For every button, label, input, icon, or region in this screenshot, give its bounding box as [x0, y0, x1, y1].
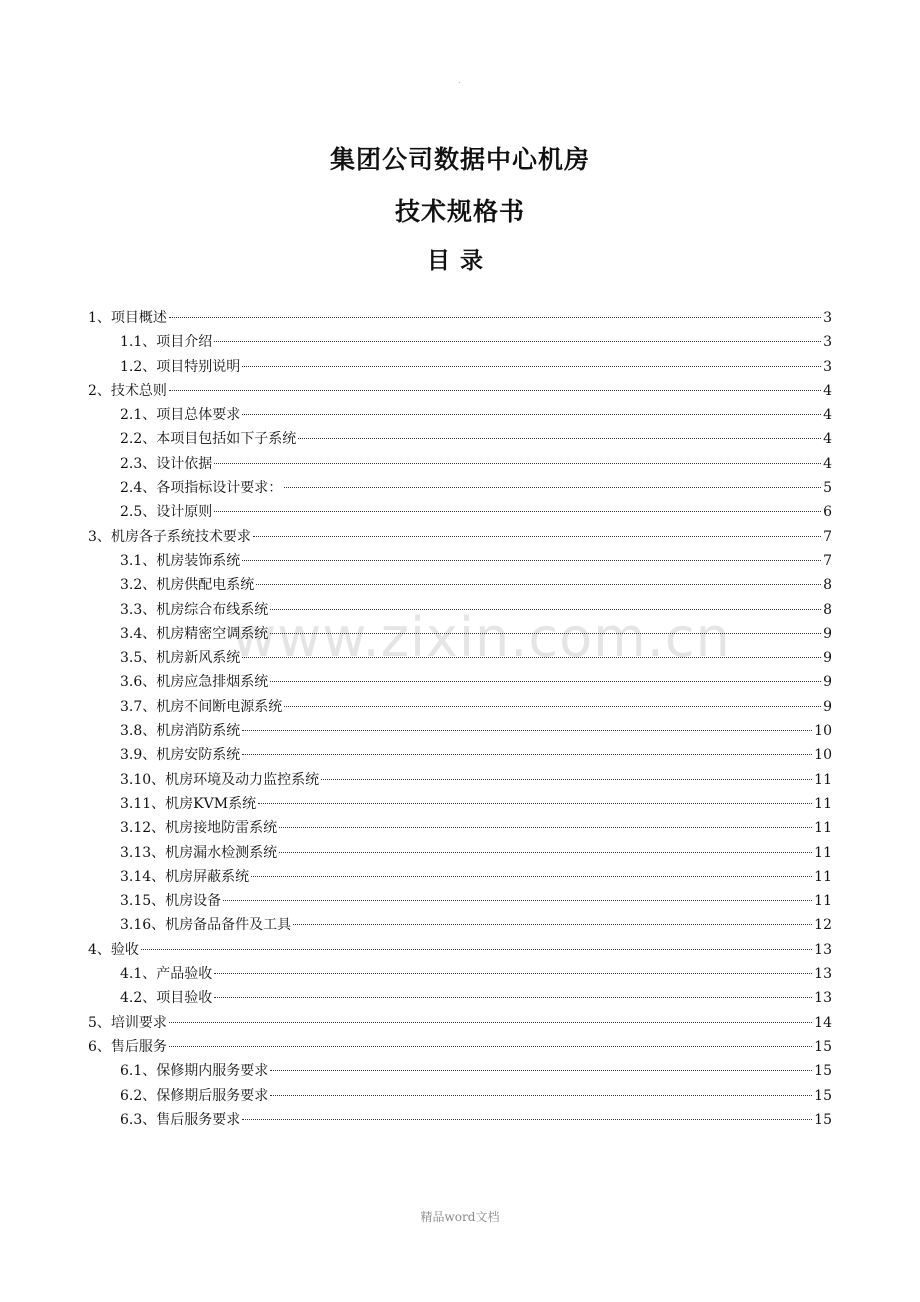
- toc-entry[interactable]: [88, 1084, 832, 1108]
- toc-entry-page: 9: [823, 625, 832, 642]
- toc-entry-title: 1、项目概述: [88, 310, 167, 326]
- toc-entry-page: 15: [814, 1087, 832, 1104]
- toc-entry[interactable]: [88, 452, 832, 476]
- toc-entry[interactable]: [88, 938, 832, 962]
- toc-entry-title: 2.5、设计原则: [120, 504, 213, 521]
- toc-entry-page: 4: [823, 382, 832, 399]
- toc-entry-page: 12: [814, 917, 832, 934]
- toc-entry-title: 2.1、项目总体要求: [120, 407, 241, 424]
- toc-dot-leader: [270, 1070, 812, 1071]
- toc-dot-leader: [270, 681, 821, 682]
- toc-entry[interactable]: [88, 962, 832, 986]
- toc-entry-title: 5、培训要求: [88, 1014, 167, 1031]
- toc-entry-page: 9: [823, 698, 832, 715]
- toc-entry-page: 3: [823, 334, 832, 351]
- toc-dot-leader: [251, 876, 812, 877]
- toc-dot-leader: [242, 366, 821, 367]
- toc-entry-page: 11: [814, 771, 832, 788]
- toc-entry-title: 3.1、机房装饰系统: [120, 552, 241, 569]
- toc-entry[interactable]: [88, 841, 832, 865]
- toc-dot-leader: [169, 1022, 812, 1023]
- toc-dot-leader: [256, 584, 821, 585]
- toc-entry[interactable]: [88, 306, 832, 330]
- toc-entry[interactable]: [88, 670, 832, 694]
- toc-entry[interactable]: [88, 355, 832, 379]
- toc-entry-page: 15: [814, 1063, 832, 1080]
- toc-dot-leader: [270, 1095, 812, 1096]
- watermark: www.zixin.com.cn: [232, 606, 731, 669]
- toc-dot-leader: [293, 924, 812, 925]
- toc-entry-title: 6.2、保修期后服务要求: [120, 1087, 269, 1104]
- toc-entry[interactable]: [88, 549, 832, 573]
- toc-entry-page: 3: [823, 358, 832, 375]
- toc-entry-page: 7: [823, 552, 832, 569]
- toc-entry-page: 4: [823, 431, 832, 448]
- toc-dot-leader: [242, 754, 812, 755]
- page-top-mark: .: [458, 76, 461, 85]
- toc-entry-page: 7: [823, 528, 832, 545]
- toc-entry-title: 1.2、项目特别说明: [120, 358, 241, 375]
- toc-entry[interactable]: [88, 427, 832, 451]
- toc-dot-leader: [242, 560, 821, 561]
- toc-entry-page: 9: [823, 650, 832, 667]
- toc-dot-leader: [169, 1046, 812, 1047]
- toc-entry-page: 9: [823, 674, 832, 691]
- toc-entry-title: 3.2、机房供配电系统: [120, 577, 255, 594]
- toc-entry[interactable]: [88, 1108, 832, 1132]
- toc-entry[interactable]: [88, 768, 832, 792]
- toc-dot-leader: [169, 390, 821, 391]
- toc-entry-title: 3、机房各子系统技术要求: [88, 528, 251, 545]
- toc-entry-page: 10: [814, 723, 832, 740]
- toc-entry-page: 11: [814, 893, 832, 910]
- toc-entry[interactable]: [88, 695, 832, 719]
- page-footer: 精品word文档: [420, 1210, 500, 1224]
- toc-dot-leader: [253, 536, 821, 537]
- toc-entry-title: 3.4、机房精密空调系统: [120, 625, 269, 642]
- toc-entry[interactable]: [88, 622, 832, 646]
- toc-dot-leader: [270, 609, 821, 610]
- toc-entry-title: 4、验收: [88, 941, 139, 958]
- toc-entry-title: 3.15、机房设备: [120, 893, 222, 910]
- toc-entry-page: 8: [823, 577, 832, 594]
- toc-entry-title: 6、售后服务: [88, 1038, 167, 1055]
- toc-entry-page: 5: [823, 480, 832, 497]
- toc-dot-leader: [214, 973, 812, 974]
- toc-entry-title: 4.2、项目验收: [120, 990, 213, 1007]
- toc-entry-title: 3.14、机房屏蔽系统: [120, 868, 250, 885]
- toc-dot-leader: [242, 657, 821, 658]
- toc-entry-page: 13: [814, 990, 832, 1007]
- toc-entry-title: 3.9、机房安防系统: [120, 747, 241, 764]
- toc-entry[interactable]: [88, 573, 832, 597]
- toc-dot-leader: [279, 827, 812, 828]
- toc-entry-page: 6: [823, 504, 832, 521]
- toc-entry[interactable]: [88, 646, 832, 670]
- toc-entry-title: 4.1、产品验收: [120, 966, 213, 983]
- toc-entry[interactable]: [88, 598, 832, 622]
- toc-entry[interactable]: [88, 889, 832, 913]
- toc-entry-title: 3.10、机房环境及动力监控系统: [120, 771, 320, 788]
- toc-entry-title: 3.3、机房综合布线系统: [120, 601, 269, 618]
- toc-entry-page: 15: [814, 1111, 832, 1128]
- toc-dot-leader: [270, 633, 821, 634]
- toc-entry[interactable]: [88, 330, 832, 354]
- toc-entry-title: 3.6、机房应急排烟系统: [120, 674, 269, 691]
- toc-dot-leader: [242, 730, 812, 731]
- toc-entry-title: 1.1、项目介绍: [120, 334, 213, 351]
- toc-entry[interactable]: [88, 1011, 832, 1035]
- toc-entry-title: 2.2、本项目包括如下子系统: [120, 431, 297, 448]
- toc-dot-leader: [242, 1119, 812, 1120]
- toc-entry-title: 6.1、保修期内服务要求: [120, 1063, 269, 1080]
- toc-dot-leader: [169, 317, 821, 318]
- toc-entry[interactable]: [88, 525, 832, 549]
- toc-dot-leader: [258, 803, 812, 804]
- toc-entry[interactable]: [88, 792, 832, 816]
- toc-entry-title: 3.11、机房KVM系统: [120, 795, 257, 812]
- toc-entry-page: 13: [814, 966, 832, 983]
- toc-entry-page: 4: [823, 407, 832, 424]
- toc-entry[interactable]: [88, 865, 832, 889]
- toc-entry-title: 3.7、机房不间断电源系统: [120, 698, 283, 715]
- toc-entry-page: 11: [814, 795, 832, 812]
- toc-entry-title: 3.5、机房新风系统: [120, 650, 241, 667]
- toc-heading: 目录: [427, 248, 493, 274]
- toc-entry[interactable]: [88, 500, 832, 524]
- toc-entry[interactable]: [88, 379, 832, 403]
- toc-entry-title: 3.12、机房接地防雷系统: [120, 820, 278, 837]
- toc-entry-title: 3.13、机房漏水检测系统: [120, 844, 278, 861]
- toc-entry-page: 8: [823, 601, 832, 618]
- toc-entry-page: 3: [823, 310, 832, 326]
- toc-entry[interactable]: [88, 1059, 832, 1083]
- toc-entry[interactable]: [88, 476, 832, 500]
- document-title: 集团公司数据中心机房: [329, 145, 590, 174]
- toc-dot-leader: [141, 949, 812, 950]
- toc-dot-leader: [279, 852, 812, 853]
- toc-dot-leader: [298, 438, 821, 439]
- toc-entry-title: 2、技术总则: [88, 382, 167, 399]
- toc-entry-page: 14: [814, 1014, 832, 1031]
- table-of-contents: [88, 306, 832, 1132]
- toc-entry[interactable]: [88, 1035, 832, 1059]
- toc-entry[interactable]: [88, 986, 832, 1010]
- toc-entry-page: 10: [814, 747, 832, 764]
- toc-entry-page: 15: [814, 1038, 832, 1055]
- document-subtitle: 技术规格书: [394, 197, 525, 226]
- toc-entry[interactable]: [88, 743, 832, 767]
- toc-entry-title: 3.8、机房消防系统: [120, 723, 241, 740]
- toc-entry-title: 2.4、各项指标设计要求：: [120, 480, 283, 497]
- toc-dot-leader: [321, 779, 812, 780]
- toc-entry-title: 6.3、售后服务要求: [120, 1111, 241, 1128]
- toc-entry[interactable]: [88, 816, 832, 840]
- toc-entry-page: 11: [814, 844, 832, 861]
- toc-entry-page: 4: [823, 455, 832, 472]
- toc-dot-leader: [214, 341, 821, 342]
- toc-dot-leader: [242, 414, 821, 415]
- toc-entry[interactable]: [88, 403, 832, 427]
- toc-dot-leader: [214, 997, 812, 998]
- toc-entry-page: 11: [814, 868, 832, 885]
- toc-dot-leader: [284, 487, 821, 488]
- toc-entry-title: 3.16、机房备品备件及工具: [120, 917, 292, 934]
- toc-entry-page: 11: [814, 820, 832, 837]
- toc-dot-leader: [223, 900, 812, 901]
- toc-dot-leader: [284, 706, 821, 707]
- toc-dot-leader: [214, 463, 821, 464]
- toc-entry-page: 13: [814, 941, 832, 958]
- toc-dot-leader: [214, 511, 821, 512]
- toc-entry[interactable]: [88, 719, 832, 743]
- toc-entry-title: 2.3、设计依据: [120, 455, 213, 472]
- toc-entry[interactable]: [88, 913, 832, 937]
